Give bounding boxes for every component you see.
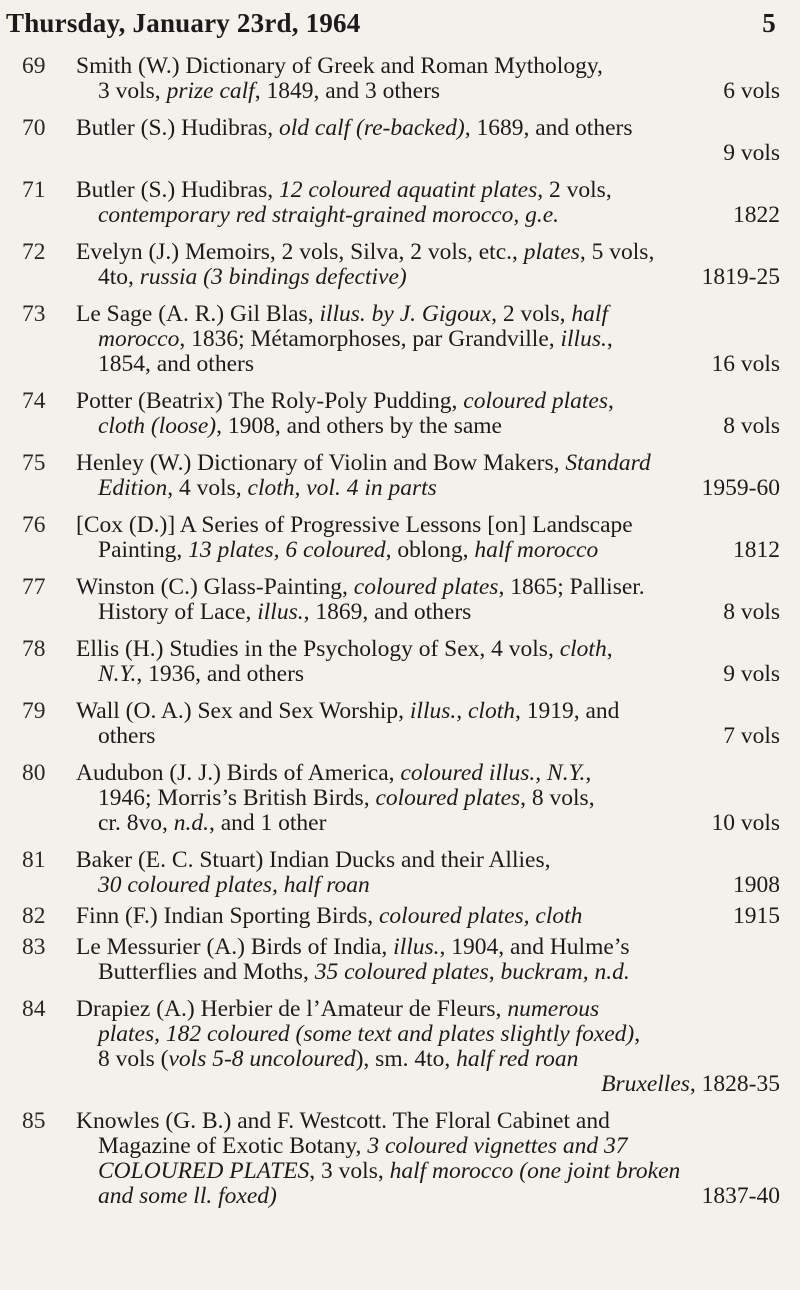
lot-line [76,637,780,662]
italic-text: 12 coloured aquatint plates [279,177,538,203]
lot-entry [0,389,800,439]
text: , 8 vols, [520,785,595,811]
text: others [98,723,156,749]
lot-line-text [98,326,613,352]
text: Butterflies and Moths, [98,959,315,985]
lot-line [76,302,780,327]
lot-line-text [98,600,471,625]
lot-description [76,513,780,563]
lot-description [76,699,780,749]
lot-entry [0,54,800,104]
italic-text: n.d. [173,810,209,836]
lot-line-text [76,239,654,265]
lot-line [76,873,780,898]
italic-text: Edition [98,475,168,501]
lot-number: 75 [22,450,46,476]
italic-text: coloured plates [375,785,521,811]
lot-description [76,761,780,836]
lot-number: 78 [22,636,46,662]
text: Knowles (G. B.) and F. Westcott. The Floral Cabinet and [76,1108,610,1134]
italic-text: vols 5-8 uncoloured [168,1046,356,1072]
lot-line [76,786,780,811]
italic-text: 30 coloured plates, half roan [98,872,370,898]
lot-entry [0,1109,800,1209]
lot-line-text [76,53,603,79]
lot-entry [0,575,800,625]
lot-line [76,761,780,786]
lot-line [76,1022,780,1047]
lot-entry [0,637,800,687]
lot-line-text [98,959,630,985]
lot-line-text [98,265,407,290]
lot-line [76,724,780,749]
text: Butler (S.) Hudibras, [76,115,279,141]
lot-line [76,352,780,377]
lot-number: 77 [22,574,46,600]
lot-line-text [76,996,599,1022]
italic-text: half [571,301,608,327]
text: [Cox (D.)] A Series of Progressive Lessons [on] Landscape [76,512,633,538]
lot-entry [0,699,800,749]
text: , 1869, and others [303,599,472,625]
lot-description [76,935,780,985]
lot-line-text [98,873,370,898]
lot-line-text [98,352,254,377]
lot-line [76,1159,780,1184]
italic-text: cloth [559,636,607,662]
lot-description [76,575,780,625]
lot-entry [0,240,800,290]
lot-quantity-or-date: 1959-60 [701,475,780,501]
italic-text: coloured plates [353,574,499,600]
text: Wall (O. A.) Sex and Sex Worship, [76,698,410,724]
text: Ellis (H.) Studies in the Psychology of Sex, 4 vols, [76,636,560,662]
lot-description [76,1109,780,1209]
italic-text: 13 plates, 6 coloured [188,537,386,563]
lot-line-text [98,203,559,228]
lot-description [76,904,780,929]
lot-quantity-or-date: 1915 [733,903,780,929]
lot-quantity-or-date: 6 vols [723,78,780,104]
text: , [606,636,613,662]
text: Magazine of Exotic Botany, [98,1133,368,1159]
italic-text: illus. [257,599,304,625]
lot-quantity-or-date: 10 vols [711,810,780,836]
text: 9 vols [723,140,780,166]
lot-description [76,637,780,687]
lot-line [76,935,780,960]
lot-line-text [98,785,595,811]
lot-description [76,116,780,166]
text: , [585,760,592,786]
lot-number: 80 [22,760,46,786]
lot-line [76,116,780,141]
lot-entry [0,848,800,898]
lot-line [76,600,780,625]
lot-line-text [98,662,304,687]
lot-number: 76 [22,512,46,538]
lot-quantity-or-date: 1819-25 [701,264,780,290]
italic-text: cloth, vol. 4 in parts [247,475,437,501]
lot-number: 81 [22,847,46,873]
lot-description [76,997,780,1097]
lot-entry [0,997,800,1097]
italic-text: COLOURED PLATES [98,1158,310,1184]
lot-line-text [76,512,633,538]
lot-quantity-or-date: 1812 [733,537,780,563]
italic-text: morocco [98,326,180,352]
lot-entry [0,178,800,228]
lot-entry [0,761,800,836]
lot-line-text [98,1158,680,1184]
lot-line [76,1134,780,1159]
text: , 1936, and others [136,661,305,687]
lot-line [76,327,780,352]
lot-line-text [98,1021,640,1047]
text: , [607,388,614,414]
text: , 2 vols, [537,177,612,203]
text: , 1849, and 3 others [254,78,441,104]
italic-text: coloured plates, cloth [378,903,583,929]
text: Winston (C.) Glass-Painting, [76,574,354,600]
lot-entry [0,302,800,377]
lot-number: 73 [22,301,46,327]
lot-line [76,699,780,724]
italic-text: contemporary red straight-grained morocco, g.e. [98,202,560,228]
text: , oblong, [385,537,475,563]
lot-line [76,414,780,439]
text: , 4 vols, [167,475,248,501]
lot-quantity-or-date: 1822 [733,202,780,228]
lot-line-text [98,538,598,563]
text: Butler (S.) Hudibras, [76,177,279,203]
text: , and 1 other [208,810,327,836]
lot-line [76,1184,780,1209]
italic-text: and some ll. foxed) [98,1183,277,1209]
lot-line [76,662,780,687]
lot-line [76,1109,780,1134]
lot-number: 82 [22,903,46,929]
lot-line-text [76,115,633,141]
lot-line [76,451,780,476]
italic-text: illus. [560,326,607,352]
italic-text: illus. [393,934,440,960]
lot-entry [0,904,800,929]
lot-number: 79 [22,698,46,724]
text: , 1919, and [515,698,620,724]
italic-text: cloth (loose) [98,413,217,439]
lot-line-text [98,1133,628,1159]
italic-text: illus. by J. Gigoux [319,301,492,327]
italic-text: 35 coloured plates, buckram, n.d. [314,959,630,985]
lot-line [76,1072,780,1097]
italic-text: Bruxelles [601,1071,690,1097]
italic-text: plates [523,239,580,265]
lot-quantity-or-date: 16 vols [711,351,780,377]
lot-line [76,848,780,873]
text: History of Lace, [98,599,258,625]
text: ), sm. 4to, [355,1046,457,1072]
text: Drapiez (A.) Herbier de l’Amateur de Fleurs, [76,996,508,1022]
lot-line-text [76,388,614,414]
lot-line [76,997,780,1022]
lot-line-text [98,724,155,749]
lot-line [76,54,780,79]
lot-line [76,389,780,414]
italic-text: half morocco (one joint broken [389,1158,681,1184]
lot-number: 72 [22,239,46,265]
lot-line-text [76,760,591,786]
page-header [6,8,776,42]
text: Finn (F.) Indian Sporting Birds, [76,903,379,929]
text: 1854, and others [98,351,254,377]
lot-description [76,302,780,377]
italic-text: numerous [507,996,600,1022]
page-title: Thursday, January 23rd, 1964 [6,8,361,38]
lot-line-text [76,177,612,203]
text: Painting, [98,537,189,563]
lot-quantity-or-date: 8 vols [723,599,780,625]
text: 1946; Morris’s British Birds, [98,785,376,811]
italic-text: 3 coloured vignettes and 37 [367,1133,628,1159]
text: Potter (Beatrix) The Roly-Poly Pudding, [76,388,464,414]
italic-text: Standard [565,450,651,476]
italic-text: prize calf [166,78,255,104]
text: , 3 vols, [309,1158,390,1184]
lot-line-text [76,301,608,327]
text: Smith (W.) Dictionary of Greek and Roman Mythology, [76,53,603,79]
lot-description [76,389,780,439]
lot-line-text [76,698,619,724]
italic-text: coloured plates [463,388,608,414]
lot-line [76,265,780,290]
lot-line [76,240,780,265]
lot-number: 84 [22,996,46,1022]
italic-text: coloured illus., N.Y. [400,760,586,786]
text: , [634,1021,641,1047]
text: Henley (W.) Dictionary of Violin and Bow Makers, [76,450,566,476]
lot-line-text [98,1046,578,1072]
lot-number: 71 [22,177,46,203]
lot-line [76,575,780,600]
lot-quantity-or-date: 1837-40 [701,1183,780,1209]
lot-line [76,476,780,501]
lot-quantity-or-date: 8 vols [723,413,780,439]
lot-description [76,178,780,228]
text: , 1689, and others [464,115,633,141]
text: , 2 vols, [491,301,572,327]
lot-number: 70 [22,115,46,141]
lot-line [76,178,780,203]
text: , 1908, and others by the same [216,413,502,439]
lot-quantity-or-date: 7 vols [723,723,780,749]
lot-line-text [98,811,326,836]
lot-description [76,54,780,104]
lot-entry [0,451,800,501]
italic-text: half red roan [456,1046,579,1072]
lot-line-text [98,414,502,439]
lot-line-text [76,450,651,476]
text: 8 vols ( [98,1046,169,1072]
lot-line-text [723,140,780,166]
text: Le Sage (A. R.) Gil Blas, [76,301,320,327]
lot-description [76,240,780,290]
lot-line-text [76,574,645,600]
text: , 1828-35 [689,1071,780,1097]
italic-text: old calf (re-backed) [279,115,465,141]
lot-line-text [601,1071,780,1097]
lot-line [76,79,780,104]
text: , 1836; Métamorphoses, par Grandville, [179,326,561,352]
lot-line [76,811,780,836]
italic-text: N.Y. [98,661,137,687]
lot-number: 74 [22,388,46,414]
lot-line-text [76,1108,610,1134]
lot-line [76,513,780,538]
text: , [606,326,613,352]
lot-line [76,203,780,228]
lot-list [0,54,800,1221]
text: Audubon (J. J.) Birds of America, [76,760,401,786]
italic-text: half morocco [474,537,599,563]
lot-number: 85 [22,1108,46,1134]
italic-text: illus., cloth [409,698,515,724]
lot-number: 69 [22,53,46,79]
italic-text: russia (3 bindings defective) [139,264,407,290]
lot-entry [0,116,800,166]
text: , 5 vols, [579,239,655,265]
lot-number: 83 [22,934,46,960]
text: , 1865; Palliser. [498,574,645,600]
lot-line [76,141,780,166]
lot-line-text [76,636,613,662]
text: Le Messurier (A.) Birds of India, [76,934,394,960]
lot-description [76,848,780,898]
lot-entry [0,935,800,985]
lot-line-text [76,847,550,873]
lot-quantity-or-date: 9 vols [723,661,780,687]
text: Evelyn (J.) Memoirs, 2 vols, Silva, 2 vols, etc., [76,239,524,265]
lot-line [76,1047,780,1072]
lot-line [76,904,780,929]
lot-entry [0,513,800,563]
text: cr. 8vo, [98,810,174,836]
text: Baker (E. C. Stuart) Indian Ducks and their Allies, [76,847,551,873]
lot-line-text [76,934,629,960]
lot-line-text [98,476,437,501]
lot-line-text [98,1184,277,1209]
text: , 1904, and Hulme’s [439,934,630,960]
lot-line-text [76,904,582,929]
page-number: 5 [762,8,776,38]
lot-description [76,451,780,501]
lot-line [76,538,780,563]
italic-text: plates, 182 coloured (some text and plates slightly foxed) [98,1021,635,1047]
lot-line-text [98,79,440,104]
lot-quantity-or-date: 1908 [733,872,780,898]
lot-line [76,960,780,985]
text: 4to, [98,264,140,290]
text: 3 vols, [98,78,167,104]
